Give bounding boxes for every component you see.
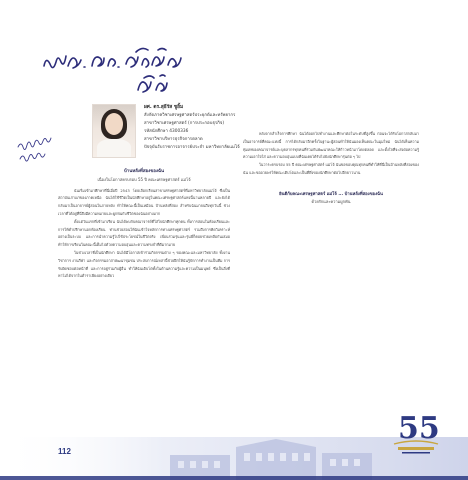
profile-line: รหัสนักศึกษา 4300336 [144, 129, 189, 134]
left-column [58, 168, 230, 281]
profile-line: สาขาวิชาเศรษฐศาสตร์ (การประกอบธุรกิจ) [144, 121, 225, 126]
paragraph: หลังจากสำเร็จการศึกษา ฉันได้ออกไปทำงานและศึกษาต่อในระดับที่สูงขึ้น ก่อนจะได้รับโอกาสกลับมาเป็นอาจารย์ที่คณะแห่งนี้ การได้กลับมาอีกครั้งในฐานะผู้สอนทำให้ฉันมองเห็นคณะในมุมใหม่ ฉันได้เห็นความทุ่มเทของคณาจารย์และบุคลากรทุกคนที่ร่วมกันพัฒนาคณะให้ก้าวหน้ามาโดยตลอด และตั้งใจที่จะส่งต่อความรู้ ความเอาใจใส่ และความอบอุ่นแบบที่ฉันเคยได้รับไปยังนักศึกษารุ่นต่อ ๆ ไป [243, 132, 419, 160]
profile-name: ผศ. ดร.สุธีรัส ชูยิ้ม [144, 105, 184, 110]
handwritten-note [16, 137, 72, 165]
closing-line: ยินดีกับคณะเศรษฐศาสตร์ แม่โจ้ ... บ้านหลังที่สองของฉัน [279, 190, 383, 196]
profile-info [144, 104, 244, 152]
paragraph: ตั้งแต่วันแรกที่เข้ามาเรียน ฉันได้พบกับคณาจารย์ที่ใส่ใจนักศึกษาทุกคน ทั้งการสอนในห้องเรียนและการให้คำปรึกษานอกห้องเรียน ท่านช่วยสอนให้ฉันเข้าใจหลักการทางเศรษฐศาสตร์ รวมถึงการคิดวิเคราะห์อย่างเป็นระบบ และการนำความรู้ไปใช้ประโยชน์ในชีวิตจริง เพื่อนร่วมรุ่นและรุ่นพี่ก็คอยช่วยเหลือกันเสมอ ทำให้การเรียนในคณะนี้เต็มไปด้วยความอบอุ่นและความทรงจำที่ดีมากมาย [58, 219, 230, 248]
profile-line: สังกัดภาควิชาเศรษฐศาสตร์ประยุกต์และทรัพยากร [144, 113, 236, 118]
profile-line: ปัจจุบันรับราชการอาจารย์ประจำ มหาวิทยาลัยแม่โจ้ [144, 145, 240, 150]
section-heading: บ้านหลังที่สองของฉัน [123, 169, 165, 174]
paragraph: ในช่วงเวลาที่เป็นนักศึกษา ฉันได้มีโอกาสเข้าร่วมกิจกรรมต่าง ๆ ของคณะและมหาวิทยาลัย ทั้งงานวิชาการ งานกีฬา และกิจกรรมอาสาพัฒนาชุมชน ประสบการณ์เหล่านี้ช่วยฝึกให้ฉันรู้จักการทำงานเป็นทีม การรับผิดชอบต่อหน้าที่ และการอยู่ร่วมกับผู้อื่น ทำให้ฉันเติบโตทั้งในด้านความรู้และความเป็นมนุษย์ ซึ่งเป็นสิ่งที่หาไม่ได้จากในตำราเพียงอย่างเดียว [58, 250, 230, 279]
profile-line: สาขาวิชาบริหารธุรกิจการตลาด [144, 137, 203, 142]
logo-number: 55 [398, 411, 440, 446]
right-column [243, 131, 419, 205]
page-number: 112 [58, 447, 71, 456]
paragraph: ฉันเริ่มเข้ามาศึกษาที่นี่เมื่อปี 2543 โดยเลือกเรียนสาขาเศรษฐศาสตร์ที่มหาวิทยาลัยแม่โจ้ ซึ่งเป็นสถาบันเก่าแก่ของภาคเหนือ ฉันได้ใช้ชีวิตเป็นนักศึกษาอยู่ในคณะเศรษฐศาสตร์แห่งนี้นานหลายปี และยังได้กลับมาเป็นอาจารย์ผู้สอนในภายหลัง ทำให้คณะนี้เป็นเหมือน บ้านหลังที่สอง สำหรับฉันมาจนถึงทุกวันนี้ ช่วงเวลาที่ได้อยู่ที่นี่จึงมีความหมายและผูกพันกับชีวิตของฉันอย่างมาก [58, 188, 230, 216]
anniversary-logo [384, 400, 448, 460]
profile-photo [92, 104, 136, 158]
handwritten-title [40, 40, 210, 98]
paragraph: ในวาระครบรอบ 55 ปี คณะเศรษฐศาสตร์ แม่โจ้ ฉันขอขอบคุณทุกคนที่ทำให้ที่นี่เป็นบ้านหลังที่สองของฉัน และขออวยพรให้คณะเติบโตและเป็นที่พึ่งของนักศึกษาต่อไปอีกยาวนาน [243, 163, 419, 175]
section-subheading: เนื่องในโอกาสครบรอบ 55 ปี คณะเศรษฐศาสตร์ แม่โจ้ [97, 176, 191, 182]
closing-subline: ด้วยรักและความผูกพัน [311, 198, 351, 204]
